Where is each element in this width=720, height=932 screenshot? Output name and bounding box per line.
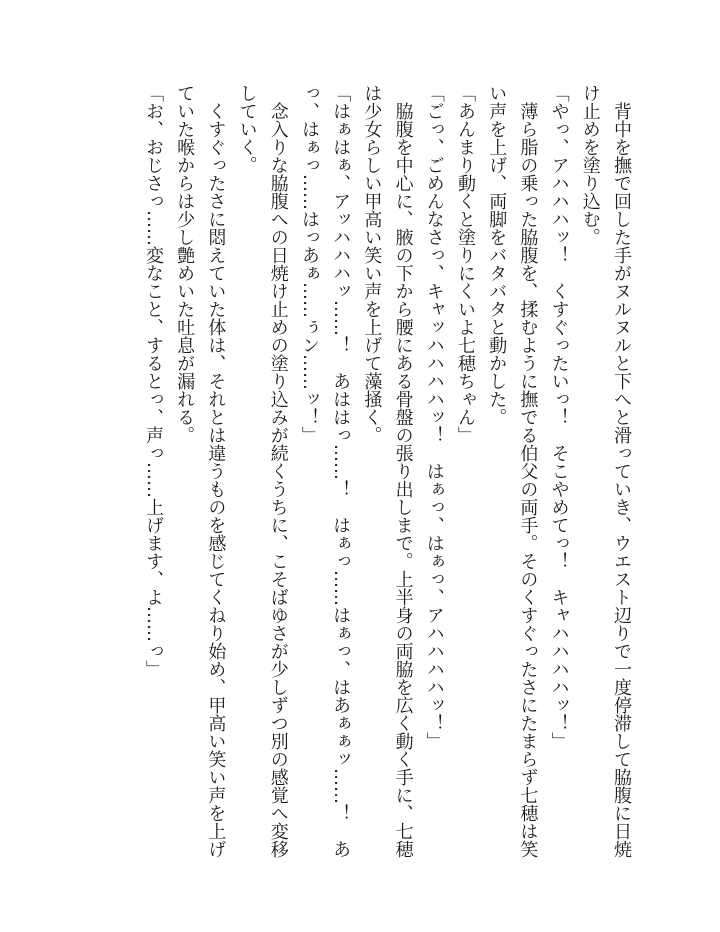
text-line: 脇腹を中心に、腋の下から腰にある骨盤の張り出しまで。上半身の両脇を広く動く手に、七穂 <box>392 84 414 858</box>
text-line: 念入りな脇腹への日焼け止めの塗り込みが続くうちに、こそばゆさが少しずつ別の感覚へ変移 <box>267 84 289 858</box>
text-line: け止めを塗り込む。 <box>579 84 601 246</box>
vertical-text-page <box>138 84 637 874</box>
text-line: 「お、おじさっ……変なこと、するとっ、声っ……上げます、よ……っ」 <box>142 84 164 678</box>
text-line: 「あんまり動くと塗りにくいよ七穂ちゃん」 <box>454 84 476 444</box>
text-line: くすぐったさに悶えていた体は、それとは違うものを感じてくねり始め、甲高い笑い声を上げ <box>205 84 227 858</box>
text-line: 「やっ、アハハハッ！ くすぐったいっ！ そこやめてっ！ キャハハハハッ！」 <box>548 84 570 750</box>
text-line: 薄ら脂の乗った脇腹を、揉むように撫でる伯父の両手。そのくすぐったさにたまらず七穂は笑 <box>517 84 539 858</box>
text-line: していく。 <box>236 84 258 174</box>
text-line: っ、はぁっ……はっあぁ……ぅン……ッ！」 <box>298 84 320 444</box>
text-line: 「ごっ、ごめんなさっ、キャッハハハハッ！ はぁっ、はぁっ、アハハハハッ！」 <box>423 84 445 750</box>
text-line: は少女らしい甲高い笑い声を上げて藻掻く。 <box>361 84 383 444</box>
text-line: 「はぁはぁ、アッハハハッ……！ あははっ……！ はぁっ……はぁっ、はあぁぁッ……！ あ <box>330 84 352 858</box>
text-line: 背中を撫で回した手がヌルヌルと下へと滑っていき、ウエスト辺りで一度停滞して脇腹に日焼 <box>611 84 632 858</box>
text-line: ていた喉からは少し艶めいた吐息が漏れる。 <box>174 84 196 444</box>
text-line: い声を上げ、両脚をバタバタと動かした。 <box>486 84 508 426</box>
